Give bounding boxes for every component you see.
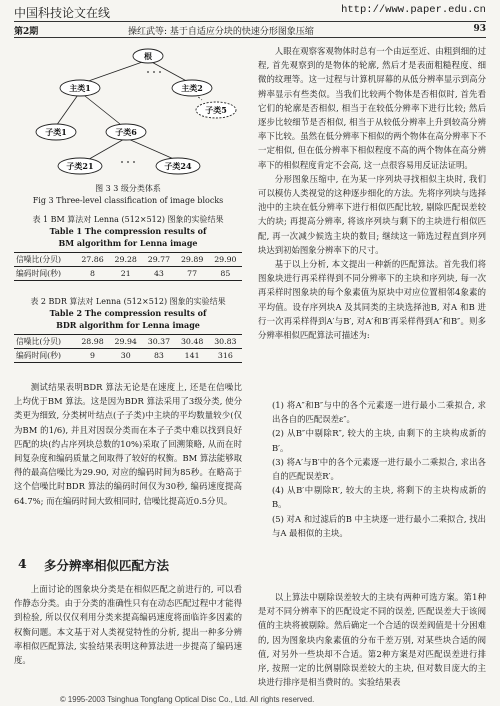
table1-row-label: 信噪比(分贝): [14, 253, 76, 267]
table2-cell: 316: [209, 349, 242, 363]
table1-cell: 29.89: [176, 253, 209, 267]
paragraph: 分形图象压缩中, 在为某一序列块寻找相似主块时, 我们可以模仿人类视觉的这种逐步细化的方法。先将序列块与选择池中的主块在低分辨率下进行相似匹配比较, 剔除匹配误差较大的块; 再提高分辨率, 将该序列块与剩下的主块进行相似匹配, 再一次减少候选主块的数目; 继续这一筛选过程直到序列块达到初始图象分辨率下的尺寸。: [258, 173, 486, 255]
journal-name: 中国科技论文在线: [14, 6, 111, 20]
paragraph: 基于以上分析, 本文提出一种新的匹配算法。首先我们将图象块进行再采样得到不同分辨率下的主块和序列块, 每一次再采样时图象块的每个象素值为原块中对应位置相邻4象素的平均值。设存序列块A 及其同类的主块选择池B, 对A 和B 进行一次再采样得到A′与B′, 对A′和B′再采样得到A″和B″。则多分辨率相似匹配算法可描述为:: [258, 259, 486, 341]
left-body-text-2: [14, 582, 242, 667]
figure-caption-cn: 图 3 3 级分类体系: [95, 184, 161, 193]
section-title: 多分辨率相似匹配方法: [44, 558, 170, 573]
running-title: 操红武等: 基于自适应分块的快速分形图象压缩: [128, 27, 314, 37]
node-subclass-6: 子类6: [115, 127, 137, 137]
node-subclass-21: 子类21: [66, 161, 94, 171]
table2-cell: 141: [176, 349, 209, 363]
header-rule-bottom: [14, 37, 486, 38]
copyright-footer: © 1995-2003 Tsinghua Tongfang Optical Disc Co., Ltd. All rights reserved.: [60, 695, 315, 704]
step-item: (5) 对A 和过滤后的B 中主块逐一进行最小二乘拟合, 找出与A 最相似的主块。: [272, 513, 486, 538]
table1-title-cn: 表 1 BM 算法对 Lenna (512×512) 图象的实验结果: [32, 215, 224, 224]
figure-caption-en: Fig 3 Three-level classification of image blocks: [32, 196, 224, 205]
node-main-class-2: 主类2: [181, 83, 203, 93]
table1: [14, 252, 242, 281]
algorithm-steps: [258, 398, 486, 540]
node-main-class-1: 主类1: [69, 83, 91, 93]
journal-url[interactable]: http://www.paper.edu.cn: [341, 4, 486, 16]
table1-cell: 85: [209, 267, 242, 281]
paragraph: 以上算法中剔除误差较大的主块有两种可选方案。第1种是对不同分辨率下的匹配设定不同的误差, 匹配误差大于该阀值的主块将被剔除。然后确定一个合适的误差阀值是十分困难的, 因为图象块内象素值的分布千差万别, 对某些块合适的阀值, 对另外一些块却不合适。第2种方案是对匹配误差进行排序, 按照一定的比例剔除误差较大的主块, 但对数目庞大的主块进行排序是相当费时的。实验结果表: [258, 592, 486, 688]
node-subclass-1: 子类1: [45, 127, 67, 137]
table2-cell: 28.98: [76, 335, 109, 349]
table2-title-en1: Table 2 The compression results of: [49, 308, 207, 318]
table1-title-en2: BM algorithm for Lenna image: [58, 238, 198, 248]
table1-cell: 8: [76, 267, 109, 281]
right-body-text: [258, 44, 486, 342]
right-body-text-2: [258, 590, 486, 689]
table2: [14, 334, 242, 363]
paragraph: 测试结果表明BDR 算法无论是在速度上, 还是在信噪比上均优于BM 算法。这是因为BDR 算法采用了3级分类, 使分类更为细致, 分类树叶结点(子子类)中主块的平均数量较少(仅为BM 的1/6), 并且对因误分类而在本子子类中难以找到良好匹配的块(约占序列块总数的10%)采取了回溯策略, 从而在时间复杂度和编码质量之间取得了较好的权衡。BM 算法能够取得的最高信噪比为29.90, 对应的编码时间为85秒。在略高于这个信噪比时BDR 算法的编码时间仅为30秒, 编码速度提高64.7%; 而在编码时间大致相同时, 信噪比提高近0.5分贝。: [14, 382, 242, 506]
node-root: 根: [144, 51, 152, 61]
table2-title-en2: BDR algorithm for Lenna image: [56, 320, 200, 330]
step-item: (4) 从B′中剔除R′, 较大的主块, 将剩下的主块构成新的B。: [272, 485, 486, 510]
left-body-text: [14, 380, 242, 508]
table2-row-label: 信噪比(分贝): [14, 335, 76, 349]
table1-cell: 77: [176, 267, 209, 281]
node-subclass-24: 子类24: [164, 161, 192, 171]
issue-number: 第2期: [14, 27, 39, 37]
table2-cell: 9: [76, 349, 109, 363]
classification-tree-diagram: [30, 44, 240, 179]
table1-cell: 29.90: [209, 253, 242, 267]
table1-cell: 43: [142, 267, 175, 281]
table2-cell: 30.48: [176, 335, 209, 349]
step-item: (3) 将A′与B′中的各个元素逐一进行最小二乘拟合, 求出各自的匹配误差R′。: [272, 456, 486, 482]
table2-cell: 83: [142, 349, 175, 363]
table1-cell: 21: [109, 267, 142, 281]
step-item: (1) 将A″和B″与中的各个元素逐一进行最小二乘拟合, 求出各自的匹配误差ε″。: [272, 400, 486, 425]
table1-cell: 29.28: [109, 253, 142, 267]
table2-cell: 30.37: [142, 335, 175, 349]
paragraph: 上面讨论的图象块分类是在相似匹配之前进行的, 可以看作静态分类。由于分类的准确性只有在动态匹配过程中才能得到检验, 所以仅仅利用分类来提高编码速度将面临许多因素的权衡问题。本文基于对人类视觉特性的分析, 提出一种多分辨率相似匹配算法, 实验结果表明这种算法进一步提高了编码速度。: [14, 584, 242, 666]
header-rule-top: [14, 21, 486, 22]
table2-title-cn: 表 2 BDR 算法对 Lenna (512×512) 图象的实验结果: [30, 297, 226, 306]
table2-cell: 30.83: [209, 335, 242, 349]
section-number: 4: [18, 556, 27, 571]
page-number: 93: [473, 24, 486, 34]
node-subclass-5: 子类5: [205, 105, 227, 115]
table1-row-label: 编码时间(秒): [14, 267, 76, 281]
table2-row-label: 编码时间(秒): [14, 349, 76, 363]
table1-title-en1: Table 1 The compression results of: [49, 226, 207, 236]
table1-cell: 29.77: [142, 253, 175, 267]
table1-cell: 27.86: [76, 253, 109, 267]
table2-cell: 30: [109, 349, 142, 363]
step-item: (2) 从B″中剔除R″, 较大的主块, 由剩下的主块构成新的B′。: [272, 428, 486, 453]
table2-cell: 29.94: [109, 335, 142, 349]
paragraph: 人眼在观察客观物体时总有一个由远至近、由粗到细的过程, 首先观察到的是物体的轮廓, 然后才是表面粗糙程度、细微的纹理等。这一过程与计算机屏幕的从低分辨率显示到高分辨率显示有些类似。当我们比较两个物体是否相似时, 首先看它们的轮廓是否相似, 相当于在较低分辨率下进行比较; 然后逐步比较细节是否相似, 相当于从较低分辨率上升到较高分辨率下比较。虽然在低分辨率下相似的两个物体在高分辨率下不一定相似, 但在低分辨率下相似程度不高的两个物体在高分辨率下的相似程度肯定不会高, 这一点很容易用反证法证明。: [258, 46, 486, 170]
